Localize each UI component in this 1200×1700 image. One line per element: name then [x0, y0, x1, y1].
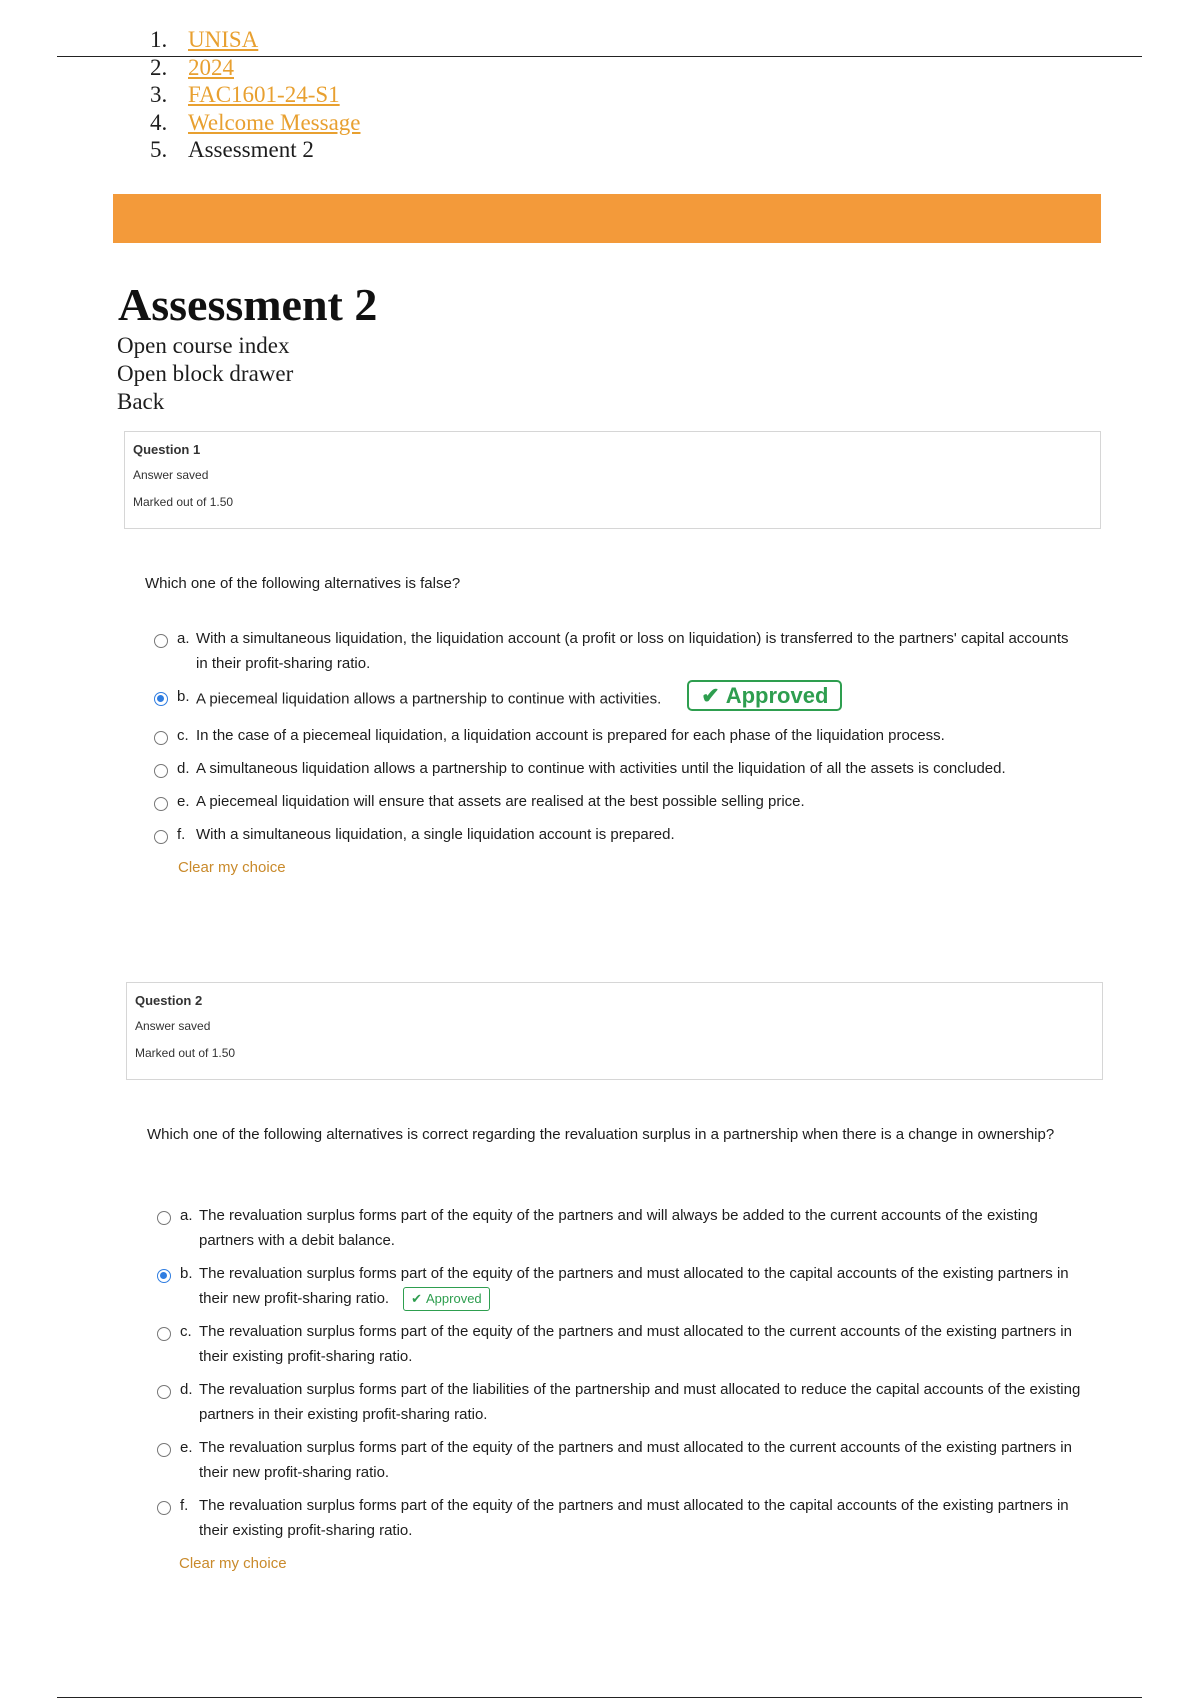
radio-button[interactable] [154, 764, 168, 778]
answer-letter: f. [177, 826, 186, 843]
answer-text: The revaluation surplus forms part of the equity of the partners and must allocated to the current accounts of the existing partners in their existing profit-sharing ratio. [199, 1323, 1072, 1366]
question-info-box [124, 431, 1101, 529]
answer-letter: e. [180, 1439, 193, 1457]
answer-text: A piecemeal liquidation allows a partnership to continue with activities. [196, 690, 662, 708]
radio-button[interactable] [157, 1443, 171, 1457]
answer-option[interactable] [157, 1319, 1085, 1369]
question-state: Answer saved [133, 468, 209, 482]
page-nav-links [117, 332, 293, 416]
question-info-box [126, 982, 1103, 1080]
answer-text: The revaluation surplus forms part of the equity of the partners and must allocated to the capital accounts of the existing partners in their new profit-sharing ratio. [199, 1265, 1069, 1307]
header-banner [113, 194, 1101, 243]
question-state: Answer saved [135, 1019, 211, 1033]
breadcrumb-item [150, 54, 361, 82]
radio-button[interactable] [154, 731, 168, 745]
radio-button-selected[interactable] [154, 692, 168, 706]
answer-list [157, 1203, 1085, 1576]
answer-list [154, 626, 1082, 880]
answer-text: With a simultaneous liquidation, the liquidation account (a profit or loss on liquidation) is transferred to the partners' capital accounts in their profit-sharing ratio. [196, 630, 1069, 672]
answer-text: The revaluation surplus forms part of the liabilities of the partnership and must allocated to reduce the capital accounts of the existing partners in their existing profit-sharing ratio. [199, 1381, 1081, 1424]
breadcrumb-number: 5. [150, 137, 168, 162]
answer-letter: c. [180, 1323, 192, 1341]
answer-text: The revaluation surplus forms part of the equity of the partners and will always be added to the current accounts of the existing partners with a debit balance. [199, 1207, 1038, 1249]
answer-text: In the case of a piecemeal liquidation, a liquidation account is prepared for each phase of the liquidation process. [196, 727, 945, 744]
breadcrumb-number: 4. [150, 109, 168, 135]
breadcrumb-number: 1. [150, 27, 168, 52]
question-number: Question 1 [133, 442, 201, 457]
answer-letter: d. [180, 1381, 193, 1399]
answer-option[interactable] [154, 789, 1082, 814]
bottom-divider [57, 1697, 1142, 1698]
breadcrumb [150, 26, 361, 164]
breadcrumb-item [150, 109, 361, 137]
question-text: Which one of the following alternatives is false? [145, 575, 461, 592]
answer-option[interactable] [154, 723, 1082, 748]
radio-button[interactable] [154, 797, 168, 811]
approved-badge [403, 1287, 490, 1311]
breadcrumb-link-year[interactable]: 2024 [188, 54, 234, 80]
answer-letter: c. [177, 727, 189, 744]
radio-button[interactable] [154, 634, 168, 648]
open-course-index-link[interactable]: Open course index [117, 333, 290, 358]
answer-option[interactable] [157, 1435, 1085, 1485]
answer-option[interactable] [154, 626, 1082, 676]
answer-text: The revaluation surplus forms part of the equity of the partners and must allocated to the current accounts of the existing partners in their new profit-sharing ratio. [199, 1439, 1072, 1482]
answer-option[interactable] [154, 684, 1082, 715]
question-number: Question 2 [135, 993, 203, 1008]
answer-option[interactable] [157, 1377, 1085, 1427]
approved-label: Approved [725, 683, 829, 708]
open-block-drawer-link[interactable]: Open block drawer [117, 361, 294, 386]
breadcrumb-item [150, 26, 361, 54]
answer-letter: b. [180, 1265, 193, 1282]
clear-my-choice-link[interactable]: Clear my choice [178, 859, 286, 876]
radio-button[interactable] [157, 1501, 171, 1515]
answer-letter: f. [180, 1497, 189, 1515]
answer-option[interactable] [154, 756, 1082, 781]
answer-option[interactable] [157, 1261, 1085, 1311]
answer-letter: a. [180, 1207, 193, 1224]
radio-button[interactable] [154, 830, 168, 844]
page-title: Assessment 2 [118, 279, 378, 330]
breadcrumb-number: 3. [150, 82, 168, 107]
breadcrumb-link-unisa[interactable]: UNISA [188, 27, 259, 52]
answer-text: With a simultaneous liquidation, a single liquidation account is prepared. [196, 826, 675, 843]
check-icon: ✔ [411, 1291, 422, 1307]
answer-text: A piecemeal liquidation will ensure that assets are realised at the best possible selling price. [196, 793, 805, 810]
answer-text: The revaluation surplus forms part of the equity of the partners and must allocated to the capital accounts of the existing partners in their existing profit-sharing ratio. [199, 1497, 1069, 1540]
approved-badge [687, 680, 842, 711]
breadcrumb-link-welcome[interactable]: Welcome Message [188, 109, 361, 135]
answer-letter: a. [177, 630, 190, 647]
answer-letter: b. [177, 688, 190, 705]
question-text: Which one of the following alternatives is correct regarding the revaluation surplus in a partnership when there is a change in ownership? [147, 1126, 1055, 1143]
approved-label: Approved [426, 1291, 482, 1307]
breadcrumb-number: 2. [150, 54, 168, 80]
radio-button[interactable] [157, 1211, 171, 1225]
radio-button-selected[interactable] [157, 1269, 171, 1283]
answer-option[interactable] [157, 1203, 1085, 1253]
answer-text: A simultaneous liquidation allows a partnership to continue with activities until the liquidation of all the assets is concluded. [196, 760, 1006, 777]
question-mark: Marked out of 1.50 [135, 1046, 236, 1060]
check-icon: ✔ [701, 683, 720, 708]
answer-letter: e. [177, 793, 190, 810]
answer-option[interactable] [154, 822, 1082, 847]
answer-letter: d. [177, 760, 190, 777]
breadcrumb-item [150, 136, 361, 164]
radio-button[interactable] [157, 1327, 171, 1341]
breadcrumb-link-course[interactable]: FAC1601-24-S1 [188, 82, 340, 107]
radio-button[interactable] [157, 1385, 171, 1399]
breadcrumb-item [150, 81, 361, 109]
answer-option[interactable] [157, 1493, 1085, 1543]
clear-my-choice-link[interactable]: Clear my choice [179, 1555, 287, 1573]
back-link[interactable]: Back [117, 389, 165, 414]
question-mark: Marked out of 1.50 [133, 495, 234, 509]
breadcrumb-current: Assessment 2 [188, 137, 314, 162]
